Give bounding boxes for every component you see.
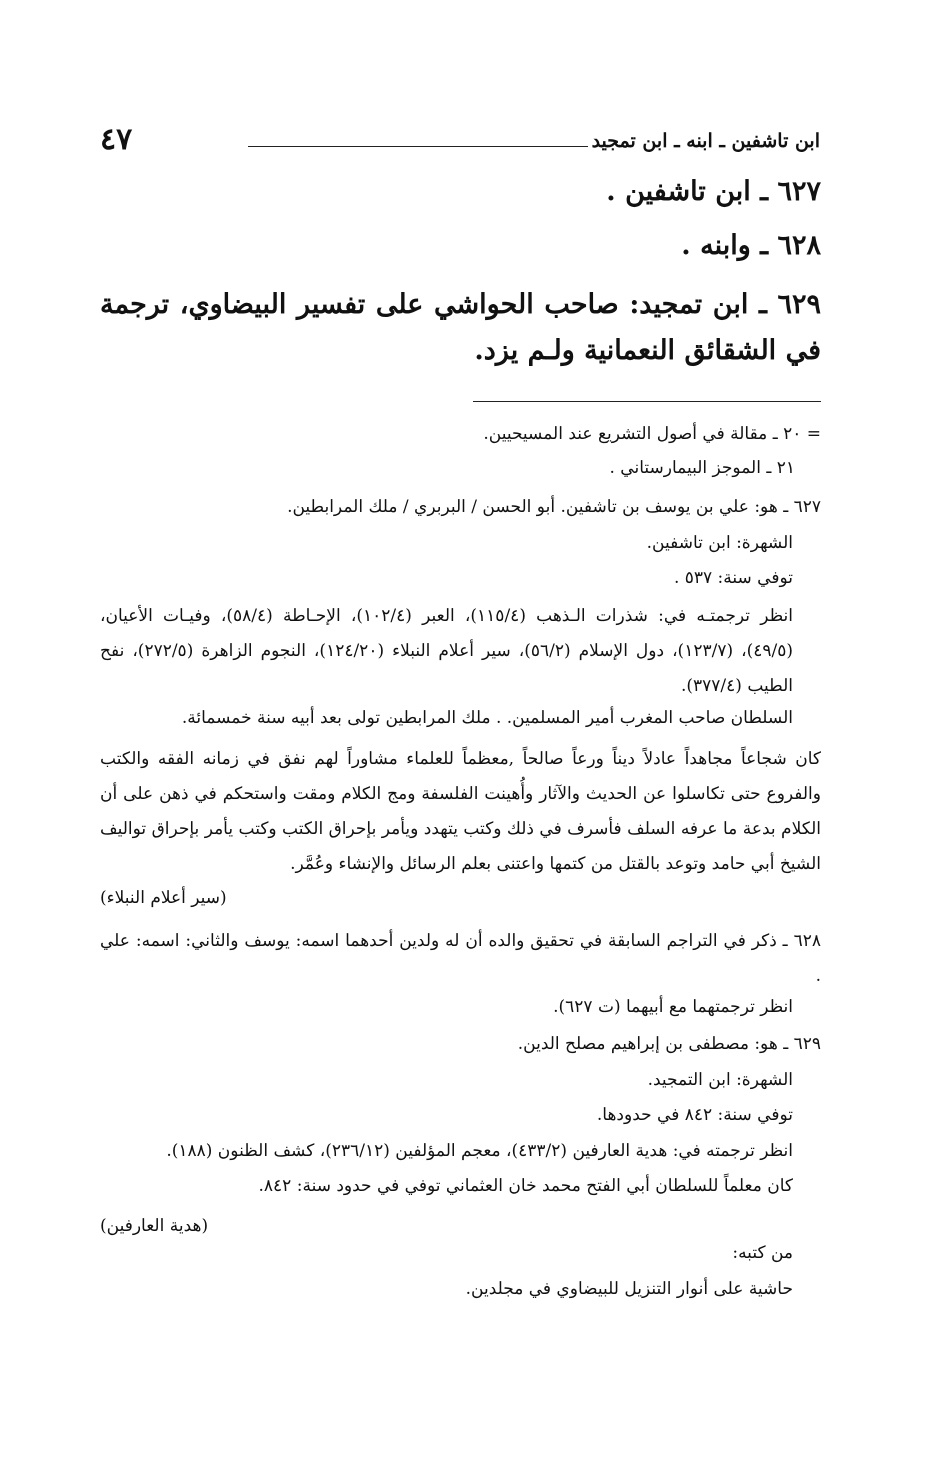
note-629-teacher: كان معلماً للسلطان أبي الفتح محمد خان العثماني توفي في حدود سنة: ٨٤٢.: [258, 1176, 793, 1196]
note-627-fame: الشهرة: ابن تاشفين.: [646, 533, 793, 553]
note-629-head: ٦٢٩ ـ هو: مصطفى بن إبراهيم مصلح الدين.: [517, 1034, 821, 1054]
footnote-separator: [473, 401, 821, 402]
page-number: ٤٧: [100, 122, 133, 157]
header-rule: [248, 146, 588, 147]
note-627-head: ٦٢٧ ـ هو: علي بن يوسف بن تاشفين. أبو الحسن / البربري / ملك المرابطين.: [287, 497, 821, 517]
note-629-death: توفي سنة: ٨٤٢ في حدودها.: [596, 1105, 793, 1125]
note-627-source: (سير أعلام النبلاء): [100, 888, 227, 908]
note-627-references: انظر ترجمتـه في: شذرات الـذهب (١١٥/٤)، العبر (١٠٢/٤)، الإحـاطة (٥٨/٤)، وفيـات الأعيان، (٤٩/٥)، (١٢٣/٧)، دول الإسلام (٥٦/٢)، سير أعلام النبلاء (١٢٤/٢٠)، النجوم الزاهرة (٢٧٢/٥)، نفح الطيب (٣٧٧/٤).: [100, 606, 793, 696]
entry-628: ٦٢٨ ـ وابنه .: [681, 230, 821, 261]
footnote-carryover-21: ٢١ ـ الموجز البيمارستاني .: [609, 458, 795, 478]
entry-627: ٦٢٧ ـ ابن تاشفين .: [606, 176, 821, 207]
running-header: [100, 122, 820, 162]
note-628-text: ٦٢٨ ـ ذكر في التراجم السابقة في تحقيق والده أن له ولدين أحدهما اسمه: يوسف والثاني: اسمه: علي .: [100, 931, 821, 986]
entry-629: ٦٢٩ ـ ابن تمجيد: صاحب الحواشي على تفسير البيضاوي، ترجمة في الشقائق النعمانية ولـم يزد.: [100, 289, 821, 366]
note-627-biography: كان شجاعاً مجاهداً عادلاً ديناً ورعاً صالحاً ,معظماً للعلماء مشاوراً لهم نفق في زمانه الفقه والكتب والفروع حتى تكاسلوا عن الحديث والآثار وأُهينت الفلسفة ومج الكلام ومقت واستحكم في ذهن على أن الكلام بدعة ما عرفه السلف فأسرف في ذلك وكتب يتهدد ويأمر بإحراق الكتب وكتب يأمر بإحراق تواليف الشيخ أبي حامد وتوعد بالقتل من كتمها واعتنى بعلم الرسائل والإنشاء وعُمَّر.: [100, 749, 821, 874]
note-629-references: انظر ترجمته في: هدية العارفين (٤٣٣/٢)، معجم المؤلفين (٢٣٦/١٢)، كشف الظنون (١٨٨).: [166, 1141, 793, 1161]
note-628-see: انظر ترجمتهما مع أبيهما (ت ٦٢٧).: [553, 997, 793, 1017]
note-629-source: (هدية العارفين): [100, 1216, 209, 1236]
footnote-carryover-20: = ٢٠ ـ مقالة في أصول التشريع عند المسيحيين.: [483, 424, 821, 444]
note-627-sultan: السلطان صاحب المغرب أمير المسلمين. . ملك المرابطين تولى بعد أبيه سنة خمسمائة.: [181, 708, 793, 728]
note-627-death: توفي سنة: ٥٣٧ .: [673, 568, 793, 588]
running-title: ابن تاشفين ـ ابنه ـ ابن تمجيد: [591, 130, 820, 152]
note-629-fame: الشهرة: ابن التمجيد.: [647, 1070, 793, 1090]
note-629-books-label: من كتبه:: [732, 1243, 793, 1263]
note-629-book-1: حاشية على أنوار التنزيل للبيضاوي في مجلدين.: [465, 1279, 793, 1299]
